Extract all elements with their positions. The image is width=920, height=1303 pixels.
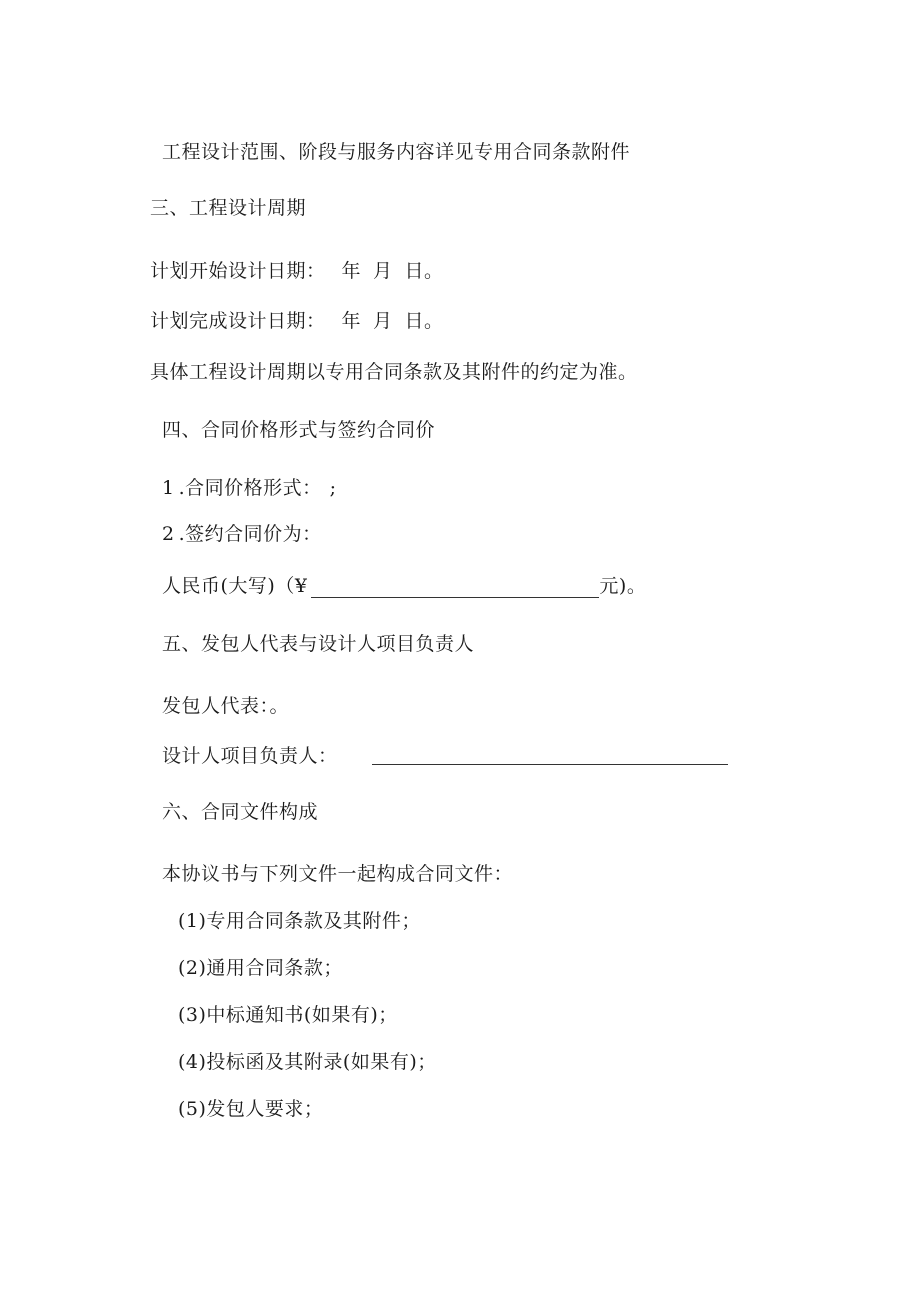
doc-item: (1)专用合同条款及其附件； [178,910,421,932]
designer-lead-line [162,744,338,768]
designer-lead-label: 设计人项目负责人： [162,745,338,767]
price-form-line [162,476,337,500]
scope-line: 工程设计范围、阶段与服务内容详见专用合同条款附件 [162,141,631,163]
plan-start-date [150,259,444,283]
plan-start-month: 月 [373,260,393,282]
plan-end-year: 年 [341,310,362,332]
contract-price-line [162,522,322,546]
rmb-amount-blank [311,577,599,598]
contract-price-number: 2 [162,523,175,545]
plan-end-date [150,309,444,333]
price-form-label: .合同价格形式： [178,477,322,499]
plan-start-year: 年 [341,260,362,282]
rmb-prefix: 人民币(大写)（¥ [162,575,308,597]
doc-item: (4)投标函及其附录(如果有)； [178,1051,437,1073]
employer-rep-line: 发包人代表：。 [162,695,290,717]
plan-start-day: 日。 [404,260,444,282]
docs-intro: 本协议书与下列文件一起构成合同文件： [162,863,514,885]
period-note: 具体工程设计周期以专用合同条款及其附件的约定为准。 [150,361,638,383]
section-6-heading: 六、合同文件构成 [162,801,319,823]
rmb-suffix: 元)。 [599,575,647,597]
plan-end-label: 计划完成设计日期： [150,310,326,332]
doc-item: (2)通用合同条款； [178,957,343,979]
price-form-number: 1 [162,477,175,499]
section-3-heading: 三、工程设计周期 [150,197,307,219]
plan-end-day: 日。 [404,310,444,332]
section-4-heading: 四、合同价格形式与签约合同价 [162,419,436,441]
rmb-amount-line [162,574,646,598]
doc-item: (5)发包人要求； [178,1098,324,1120]
designer-lead-blank [372,764,728,765]
section-5-heading: 五、发包人代表与设计人项目负责人 [162,633,475,655]
plan-start-label: 计划开始设计日期： [150,260,326,282]
price-form-value: ; [329,477,337,499]
doc-item: (3)中标通知书(如果有)； [178,1004,398,1026]
plan-end-month: 月 [373,310,393,332]
contract-price-label: .签约合同价为： [178,523,322,545]
